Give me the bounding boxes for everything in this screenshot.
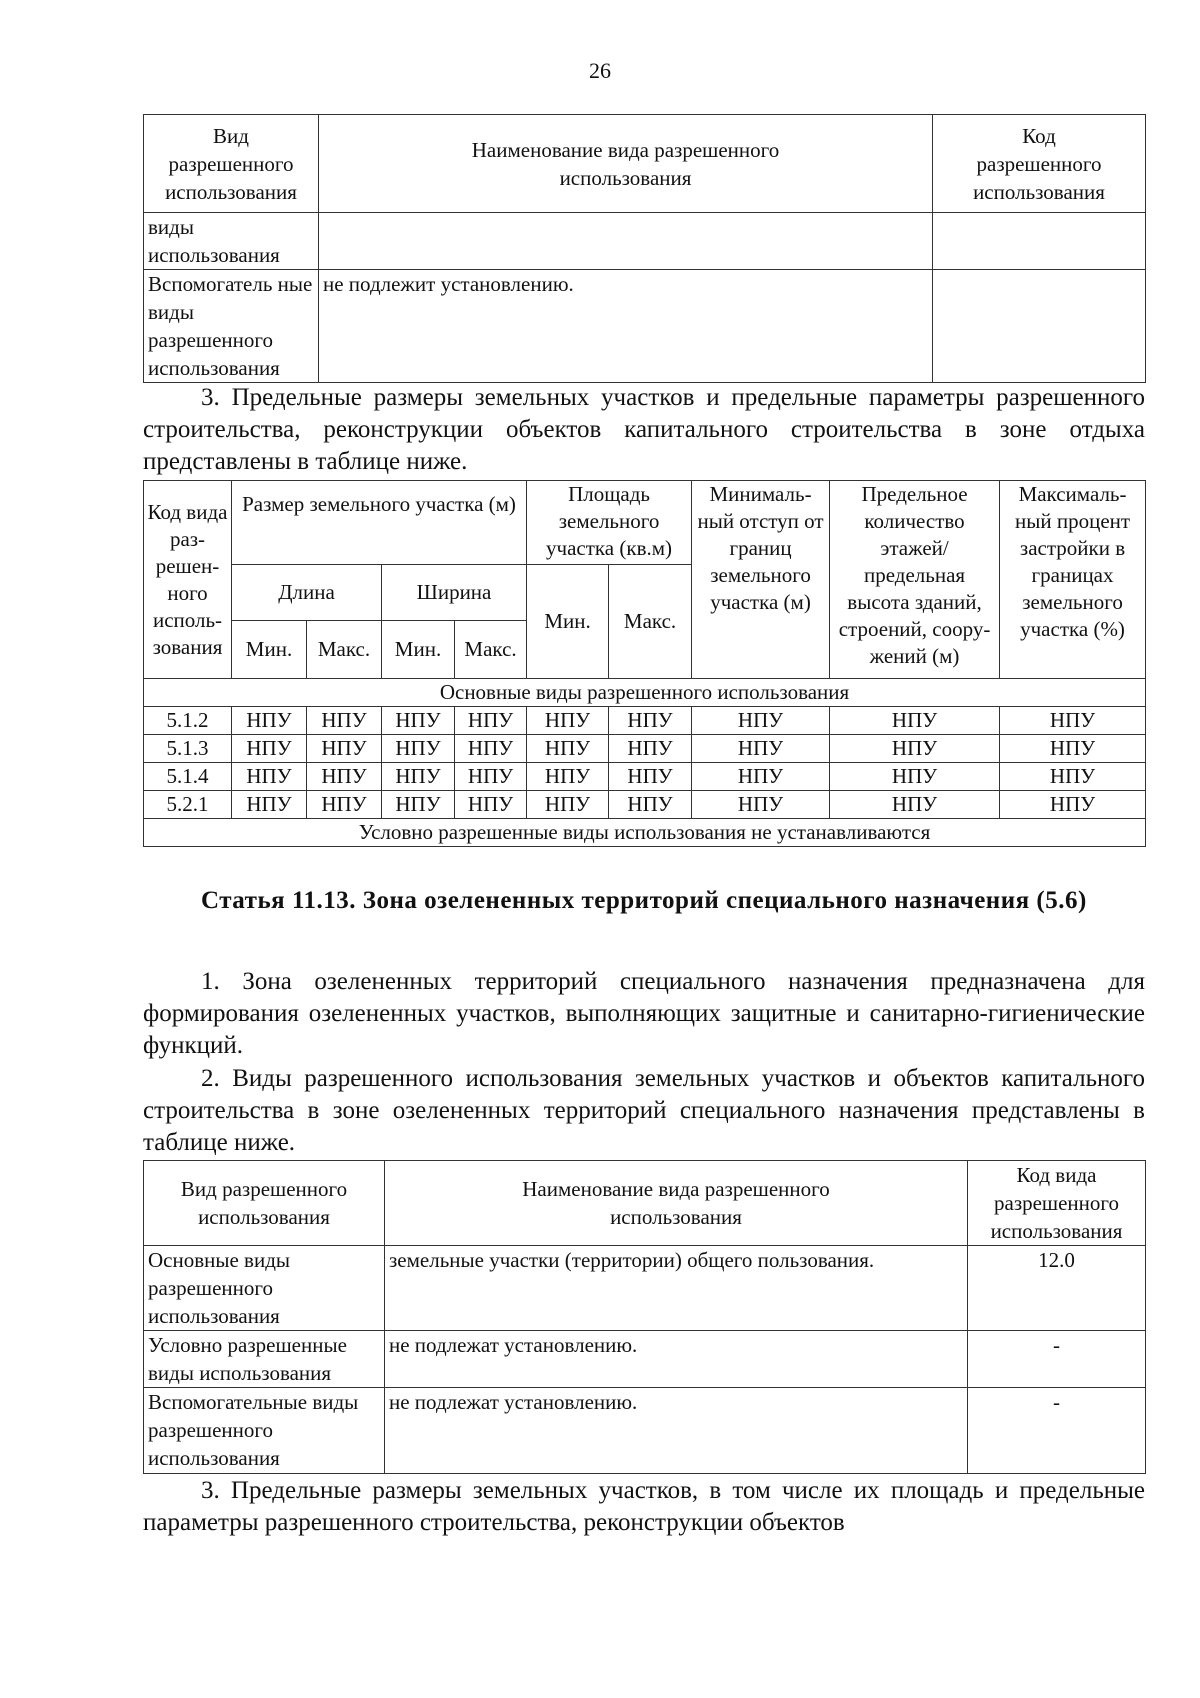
table3-header-type: Вид разрешенного использования [144,1161,385,1246]
cell: НПУ [382,791,455,819]
cell: НПУ [307,791,382,819]
table3-row2-code: - [968,1331,1146,1388]
cell: НПУ [1000,735,1146,763]
section-main-uses: Основные виды разрешенного использования [144,679,1146,707]
header-plot-size: Размер земельного участка (м) [232,481,527,565]
header-max-percent: Максималь- ный процент застройки в границах земельного участка (%) [1000,481,1146,679]
cell: НПУ [232,763,307,791]
header-area-min: Мин. [527,565,609,679]
table3-row3-code: - [968,1388,1146,1474]
cell: НПУ [527,735,609,763]
paragraph-2: 2. Виды разрешенного использования земельных участков и объектов капитального строительства в зоне озелененных территорий специального назначения представлены в таблице ниже. [143,1065,1145,1156]
table1-row1-name [319,213,933,270]
cell: НПУ [609,763,692,791]
row-code: 5.1.3 [144,735,232,763]
cell: НПУ [609,735,692,763]
table1-header-code: Код разрешенного использования [933,115,1146,213]
table3-row3-type: Вспомогательные виды разрешенного использования [144,1388,385,1474]
green-zone-use-table [143,1160,1145,1474]
cell: НПУ [455,707,527,735]
cell: НПУ [609,707,692,735]
table3-row1-type: Основные виды разрешенного использования [144,1246,385,1331]
row-code: 5.2.1 [144,791,232,819]
cell: НПУ [455,791,527,819]
header-area: Площадь земельного участка (кв.м) [527,481,692,565]
cell: НПУ [382,763,455,791]
table3-row1-code: 12.0 [968,1246,1146,1331]
table-row [144,735,1146,763]
cell: НПУ [232,707,307,735]
header-length-min: Мин. [232,621,307,679]
table3-row3-name: не подлежат установлению. [385,1388,968,1474]
table1-header-type: Вид разрешенного использования [144,115,319,213]
cell: НПУ [692,763,830,791]
cell: НПУ [382,707,455,735]
cell: НПУ [830,763,1000,791]
table-row [144,763,1146,791]
table1-row1-type: виды использования [144,213,319,270]
header-width: Ширина [382,565,527,621]
header-width-max: Макс. [455,621,527,679]
table3-row2-name: не подлежат установлению. [385,1331,968,1388]
header-length: Длина [232,565,382,621]
cell: НПУ [830,791,1000,819]
cell: НПУ [527,707,609,735]
cell: НПУ [692,791,830,819]
table1-header-name: Наименование вида разрешенного использования [319,115,933,213]
cell: НПУ [1000,707,1146,735]
cell: НПУ [830,735,1000,763]
table3-row1-name: земельные участки (территории) общего пользования. [385,1246,968,1331]
table1-row2-type: Вспомогатель ные виды разрешенного использования [144,270,319,383]
cell: НПУ [307,735,382,763]
cell: НПУ [1000,791,1146,819]
cell: НПУ [527,763,609,791]
table-row [144,791,1146,819]
article-heading: Статья 11.13. Зона озелененных территорий специального назначения (5.6) [201,887,1087,914]
table-row [144,707,1146,735]
cell: НПУ [692,735,830,763]
table3-header-code: Код вида разрешенного использования [968,1161,1146,1246]
paragraph-3-recreation: 3. Предельные размеры земельных участков и предельные параметры разрешенного строительства, реконструкции объектов капитального строительства в зоне отдыха представлены в таблице ниже. [143,384,1145,475]
parameters-table [143,480,1145,847]
table3-header-name: Наименование вида разрешенного использования [385,1161,968,1246]
paragraph-3-green-zone: 3. Предельные размеры земельных участков, в том числе их площадь и предельные параметры разрешенного строительства, реконструкции объектов [143,1477,1145,1536]
header-width-min: Мин. [382,621,455,679]
permitted-use-table-top [143,114,1145,383]
header-code: Код вида раз- решен- ного исполь- зования [144,481,232,679]
cell: НПУ [455,763,527,791]
table-footer-note: Условно разрешенные виды использования не устанавливаются [144,819,1146,847]
cell: НПУ [382,735,455,763]
cell: НПУ [307,707,382,735]
row-code: 5.1.4 [144,763,232,791]
cell: НПУ [232,735,307,763]
row-code: 5.1.2 [144,707,232,735]
cell: НПУ [232,791,307,819]
cell: НПУ [455,735,527,763]
table1-row2-name: не подлежит установлению. [319,270,933,383]
cell: НПУ [830,707,1000,735]
table1-row1-code [933,213,1146,270]
cell: НПУ [609,791,692,819]
table1-row2-code [933,270,1146,383]
header-floors: Предельное количество этажей/ предельная высота зданий, строений, соору- жений (м) [830,481,1000,679]
cell: НПУ [1000,763,1146,791]
cell: НПУ [692,707,830,735]
header-area-max: Макс. [609,565,692,679]
page-number: 26 [589,58,611,83]
paragraph-1: 1. Зона озелененных территорий специального назначения предназначена для формирования озелененных участков, выполняющих защитные и санитарно-гигиенические функций. [143,968,1145,1059]
cell: НПУ [527,791,609,819]
header-length-max: Макс. [307,621,382,679]
header-min-indent: Минималь- ный отступ от границ земельного участка (м) [692,481,830,679]
cell: НПУ [307,763,382,791]
table3-row2-type: Условно разрешенные виды использования [144,1331,385,1388]
